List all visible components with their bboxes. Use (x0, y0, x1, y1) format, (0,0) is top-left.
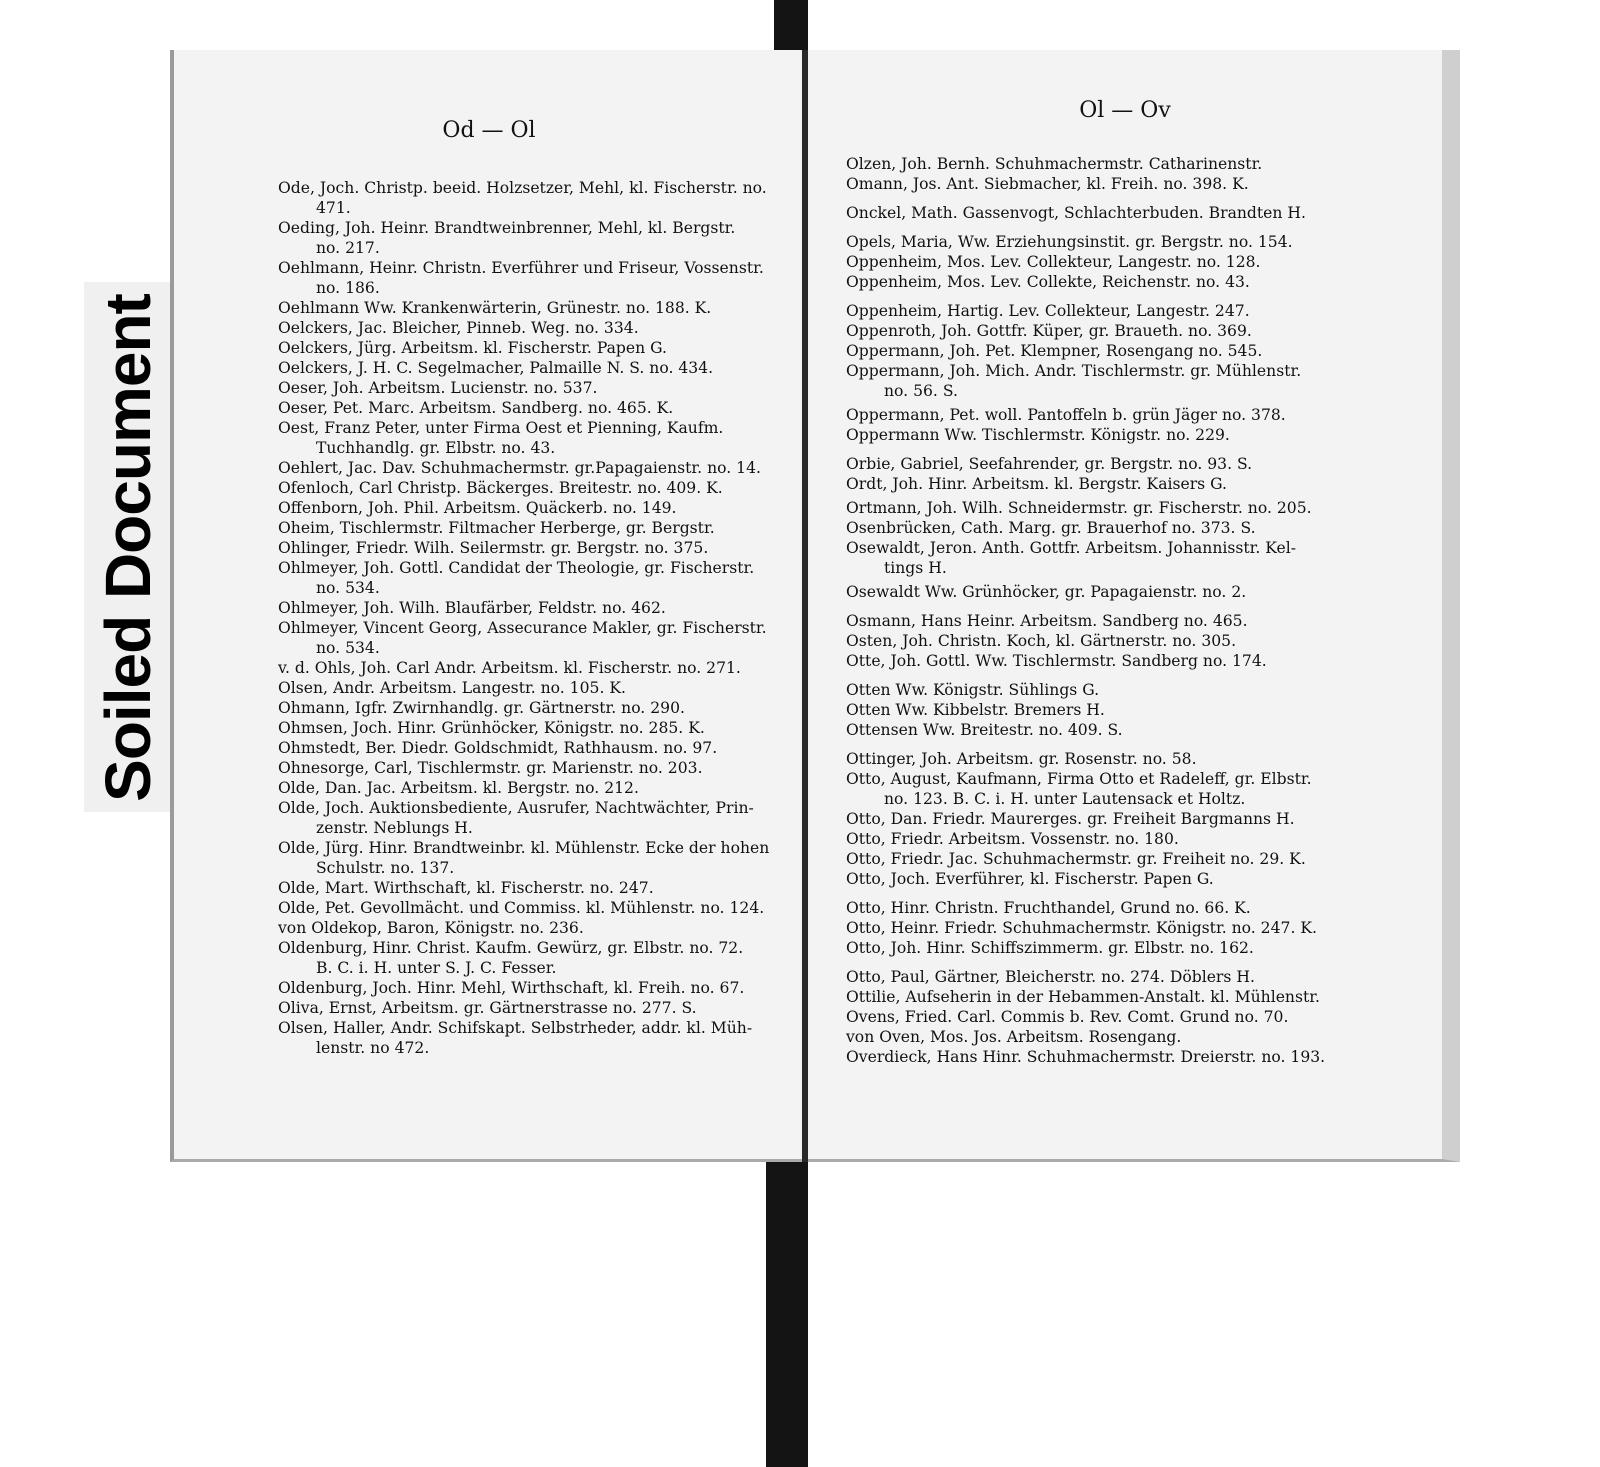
directory-entry (278, 798, 783, 838)
entry-continuation: zenstr. Neblungs H. (316, 819, 473, 837)
entry-text: Ohmann, Igfr. Zwirnhandlg. gr. Gärtnerstr. no. 290. (278, 699, 685, 717)
entry-text: Ortmann, Joh. Wilh. Schneidermstr. gr. Fischerstr. no. 205. (846, 499, 1312, 517)
directory-entry (278, 718, 783, 738)
directory-entry (846, 611, 1366, 631)
entry-text: Otto, Joch. Everführer, kl. Fischerstr. Papen G. (846, 870, 1214, 888)
entry-text: Oppermann, Joh. Mich. Andr. Tischlermstr. gr. Mühlenstr. (846, 362, 1302, 380)
entry-text: Oheim, Tischlermstr. Filtmacher Herberge, gr. Bergstr. (278, 519, 715, 537)
left-page-entries (278, 178, 783, 1058)
entry-text: Oest, Franz Peter, unter Firma Oest et Pienning, Kaufm. (278, 419, 724, 437)
condition-label: Soiled Document (92, 294, 164, 802)
directory-entry (846, 498, 1366, 518)
entry-text: Oelckers, Jac. Bleicher, Pinneb. Weg. no. 334. (278, 319, 639, 337)
directory-entry (278, 518, 783, 538)
directory-entry (278, 398, 783, 418)
directory-entry (278, 318, 783, 338)
directory-entry (278, 338, 783, 358)
directory-entry (846, 252, 1366, 272)
directory-entry (278, 558, 783, 598)
entry-text: Ordt, Joh. Hinr. Arbeitsm. kl. Bergstr. Kaisers G. (846, 475, 1227, 493)
entry-text: Olde, Jürg. Hinr. Brandtweinbr. kl. Mühlenstr. Ecke der hohen (278, 839, 770, 857)
directory-entry (846, 538, 1366, 578)
directory-entry (278, 598, 783, 618)
entry-continuation: lenstr. no 472. (316, 1039, 430, 1057)
entry-continuation: B. C. i. H. unter S. J. C. Fesser. (316, 959, 557, 977)
directory-entry (846, 720, 1366, 740)
directory-entry (278, 258, 783, 298)
directory-entry (278, 918, 783, 938)
directory-entry (846, 425, 1366, 445)
directory-entry (846, 651, 1366, 671)
entry-text: Osewaldt, Jeron. Anth. Gottfr. Arbeitsm. Johannisstr. Kel- (846, 539, 1296, 557)
entry-text: Ovens, Fried. Carl. Commis b. Rev. Comt. Grund no. 70. (846, 1008, 1289, 1026)
entry-text: Ohlmeyer, Joh. Gottl. Candidat der Theologie, gr. Fischerstr. (278, 559, 755, 577)
entry-continuation: Schulstr. no. 137. (316, 859, 455, 877)
entry-text: Olde, Pet. Gevollmächt. und Commiss. kl. Mühlenstr. no. 124. (278, 899, 765, 917)
entry-text: Olde, Mart. Wirthschaft, kl. Fischerstr. no. 247. (278, 879, 654, 897)
entry-continuation: 471. (316, 199, 351, 217)
entry-text: Oelckers, Jürg. Arbeitsm. kl. Fischerstr. Papen G. (278, 339, 668, 357)
directory-entry (278, 498, 783, 518)
entry-text: Ohlmeyer, Vincent Georg, Assecurance Makler, gr. Fischerstr. (278, 619, 767, 637)
entry-text: Olzen, Joh. Bernh. Schuhmachermstr. Catharinenstr. (846, 155, 1263, 173)
directory-entry (846, 582, 1366, 602)
directory-entry (278, 658, 783, 678)
entry-text: Opels, Maria, Ww. Erziehungsinstit. gr. Bergstr. no. 154. (846, 233, 1293, 251)
directory-entry (278, 618, 783, 658)
left-page-header: Od — Ol (442, 118, 536, 143)
entry-text: Onckel, Math. Gassenvogt, Schlachterbuden. Brandten H. (846, 204, 1306, 222)
entry-text: Overdieck, Hans Hinr. Schuhmachermstr. Dreierstr. no. 193. (846, 1048, 1326, 1066)
entry-text: Omann, Jos. Ant. Siebmacher, kl. Freih. no. 398. K. (846, 175, 1249, 193)
directory-entry (278, 898, 783, 918)
directory-entry (278, 358, 783, 378)
entry-text: Otto, Joh. Hinr. Schiffszimmerm. gr. Elbstr. no. 162. (846, 939, 1254, 957)
directory-entry (278, 298, 783, 318)
entry-text: Offenborn, Joh. Phil. Arbeitsm. Quäckerb. no. 149. (278, 499, 677, 517)
entry-text: Oppenheim, Mos. Lev. Collekte, Reichenstr. no. 43. (846, 273, 1250, 291)
directory-entry (846, 769, 1366, 809)
entry-text: Olsen, Haller, Andr. Schifskapt. Selbstrheder, addr. kl. Müh- (278, 1019, 753, 1037)
entry-continuation: no. 217. (316, 239, 380, 257)
entry-text: Otto, Heinr. Friedr. Schuhmachermstr. Königstr. no. 247. K. (846, 919, 1317, 937)
entry-text: Ottensen Ww. Breitestr. no. 409. S. (846, 721, 1123, 739)
entry-text: Ottilie, Aufseherin in der Hebammen-Anstalt. kl. Mühlenstr. (846, 988, 1320, 1006)
directory-entry (846, 1007, 1366, 1027)
directory-entry (846, 454, 1366, 474)
directory-entry (846, 898, 1366, 918)
directory-entry (278, 998, 783, 1018)
entry-text: von Oldekop, Baron, Königstr. no. 236. (278, 919, 584, 937)
entry-continuation: no. 186. (316, 279, 380, 297)
directory-entry (846, 518, 1366, 538)
directory-entry (278, 458, 783, 478)
directory-entry (278, 978, 783, 998)
entry-continuation: no. 56. S. (884, 382, 958, 400)
entry-continuation: Tuchhandlg. gr. Elbstr. no. 43. (316, 439, 556, 457)
entry-text: Osewaldt Ww. Grünhöcker, gr. Papagaienstr. no. 2. (846, 583, 1247, 601)
directory-entry (278, 218, 783, 258)
entry-text: Oldenburg, Joch. Hinr. Mehl, Wirthschaft, kl. Freih. no. 67. (278, 979, 745, 997)
entry-text: Ofenloch, Carl Christp. Bäckerges. Breitestr. no. 409. K. (278, 479, 723, 497)
entry-text: Oeser, Pet. Marc. Arbeitsm. Sandberg. no. 465. K. (278, 399, 674, 417)
entry-text: Osenbrücken, Cath. Marg. gr. Brauerhof no. 373. S. (846, 519, 1256, 537)
directory-entry (846, 154, 1366, 174)
entry-text: Ottinger, Joh. Arbeitsm. gr. Rosenstr. no. 58. (846, 750, 1197, 768)
directory-entry (846, 301, 1366, 321)
directory-entry (846, 203, 1366, 223)
entry-text: Oeding, Joh. Heinr. Brandtweinbrenner, Mehl, kl. Bergstr. (278, 219, 736, 237)
entry-text: Otto, Friedr. Jac. Schuhmachermstr. gr. Freiheit no. 29. K. (846, 850, 1306, 868)
entry-text: Ohmstedt, Ber. Diedr. Goldschmidt, Rathhausm. no. 97. (278, 739, 718, 757)
directory-entry (846, 405, 1366, 425)
right-page (808, 50, 1460, 1162)
directory-entry (846, 809, 1366, 829)
entry-text: Oppenheim, Mos. Lev. Collekteur, Langestr. no. 128. (846, 253, 1261, 271)
entry-continuation: no. 534. (316, 579, 380, 597)
directory-entry (278, 878, 783, 898)
directory-entry (278, 178, 783, 218)
directory-entry (846, 361, 1366, 401)
entry-text: Ohmsen, Joch. Hinr. Grünhöcker, Königstr. no. 285. K. (278, 719, 705, 737)
directory-entry (278, 418, 783, 458)
directory-entry (846, 1027, 1366, 1047)
directory-entry (846, 232, 1366, 252)
entry-text: Otten Ww. Kibbelstr. Bremers H. (846, 701, 1105, 719)
directory-entry (846, 1047, 1366, 1067)
entry-text: Oehlmann Ww. Krankenwärterin, Grünestr. no. 188. K. (278, 299, 712, 317)
directory-entry (846, 321, 1366, 341)
entry-text: Otto, Dan. Friedr. Maurerges. gr. Freiheit Bargmanns H. (846, 810, 1295, 828)
entry-text: Oeser, Joh. Arbeitsm. Lucienstr. no. 537. (278, 379, 598, 397)
directory-entry (278, 1018, 783, 1058)
directory-entry (278, 478, 783, 498)
entry-text: Oppermann, Joh. Pet. Klempner, Rosengang no. 545. (846, 342, 1263, 360)
entry-text: Ode, Joch. Christp. beeid. Holzsetzer, Mehl, kl. Fischerstr. no. (278, 179, 767, 197)
directory-entry (846, 829, 1366, 849)
directory-entry (846, 272, 1366, 292)
directory-entry (846, 174, 1366, 194)
directory-entry (846, 680, 1366, 700)
directory-entry (846, 474, 1366, 494)
entry-text: Ohlinger, Friedr. Wilh. Seilermstr. gr. Bergstr. no. 375. (278, 539, 709, 557)
directory-entry (278, 678, 783, 698)
directory-entry (278, 538, 783, 558)
directory-entry (278, 838, 783, 878)
entry-text: Oppenroth, Joh. Gottfr. Küper, gr. Braueth. no. 369. (846, 322, 1252, 340)
entry-continuation: no. 534. (316, 639, 380, 657)
entry-text: Otto, August, Kaufmann, Firma Otto et Radeleff, gr. Elbstr. (846, 770, 1312, 788)
entry-text: Ohlmeyer, Joh. Wilh. Blaufärber, Feldstr. no. 462. (278, 599, 666, 617)
entry-text: Oehlert, Jac. Dav. Schuhmachermstr. gr.Papagaienstr. no. 14. (278, 459, 761, 477)
entry-text: Oppenheim, Hartig. Lev. Collekteur, Langestr. 247. (846, 302, 1250, 320)
directory-entry (846, 987, 1366, 1007)
directory-entry (846, 967, 1366, 987)
directory-entry (278, 758, 783, 778)
entry-text: Olde, Dan. Jac. Arbeitsm. kl. Bergstr. no. 212. (278, 779, 639, 797)
directory-entry (846, 869, 1366, 889)
left-page (170, 50, 804, 1162)
directory-entry (846, 631, 1366, 651)
directory-entry (846, 849, 1366, 869)
entry-text: Oppermann Ww. Tischlermstr. Königstr. no. 229. (846, 426, 1230, 444)
entry-text: Olsen, Andr. Arbeitsm. Langestr. no. 105. K. (278, 679, 626, 697)
entry-text: Otto, Paul, Gärtner, Bleicherstr. no. 274. Döblers H. (846, 968, 1255, 986)
entry-continuation: no. 123. B. C. i. H. unter Lautensack et Holtz. (884, 790, 1246, 808)
directory-entry (846, 918, 1366, 938)
entry-text: Otto, Friedr. Arbeitsm. Vossenstr. no. 180. (846, 830, 1179, 848)
entry-text: Oehlmann, Heinr. Christn. Everführer und Friseur, Vossenstr. (278, 259, 764, 277)
book-spine-bottom (766, 1160, 808, 1467)
entry-text: Otte, Joh. Gottl. Ww. Tischlermstr. Sandberg no. 174. (846, 652, 1267, 670)
entry-text: Oliva, Ernst, Arbeitsm. gr. Gärtnerstrasse no. 277. S. (278, 999, 697, 1017)
directory-entry (846, 700, 1366, 720)
entry-text: Osmann, Hans Heinr. Arbeitsm. Sandberg no. 465. (846, 612, 1248, 630)
entry-text: Orbie, Gabriel, Seefahrender, gr. Bergstr. no. 93. S. (846, 455, 1253, 473)
entry-text: Olde, Joch. Auktionsbediente, Ausrufer, Nachtwächter, Prin- (278, 799, 754, 817)
entry-text: Oppermann, Pet. woll. Pantoffeln b. grün Jäger no. 378. (846, 406, 1286, 424)
directory-entry (846, 938, 1366, 958)
directory-entry (278, 378, 783, 398)
directory-entry (846, 341, 1366, 361)
directory-entry (278, 738, 783, 758)
entry-text: v. d. Ohls, Joh. Carl Andr. Arbeitsm. kl. Fischerstr. no. 271. (278, 659, 741, 677)
right-page-entries (846, 154, 1366, 1067)
entry-text: Otten Ww. Königstr. Sühlings G. (846, 681, 1100, 699)
entry-text: Osten, Joh. Christn. Koch, kl. Gärtnerstr. no. 305. (846, 632, 1237, 650)
entry-text: Ohnesorge, Carl, Tischlermstr. gr. Marienstr. no. 203. (278, 759, 703, 777)
entry-continuation: tings H. (884, 559, 947, 577)
entry-text: von Oven, Mos. Jos. Arbeitsm. Rosengang. (846, 1028, 1182, 1046)
directory-entry (278, 778, 783, 798)
entry-text: Oelckers, J. H. C. Segelmacher, Palmaille N. S. no. 434. (278, 359, 714, 377)
directory-entry (846, 749, 1366, 769)
entry-text: Otto, Hinr. Christn. Fruchthandel, Grund no. 66. K. (846, 899, 1251, 917)
right-page-header: Ol — Ov (1079, 98, 1171, 123)
directory-entry (278, 698, 783, 718)
entry-text: Oldenburg, Hinr. Christ. Kaufm. Gewürz, gr. Elbstr. no. 72. (278, 939, 744, 957)
directory-entry (278, 938, 783, 978)
